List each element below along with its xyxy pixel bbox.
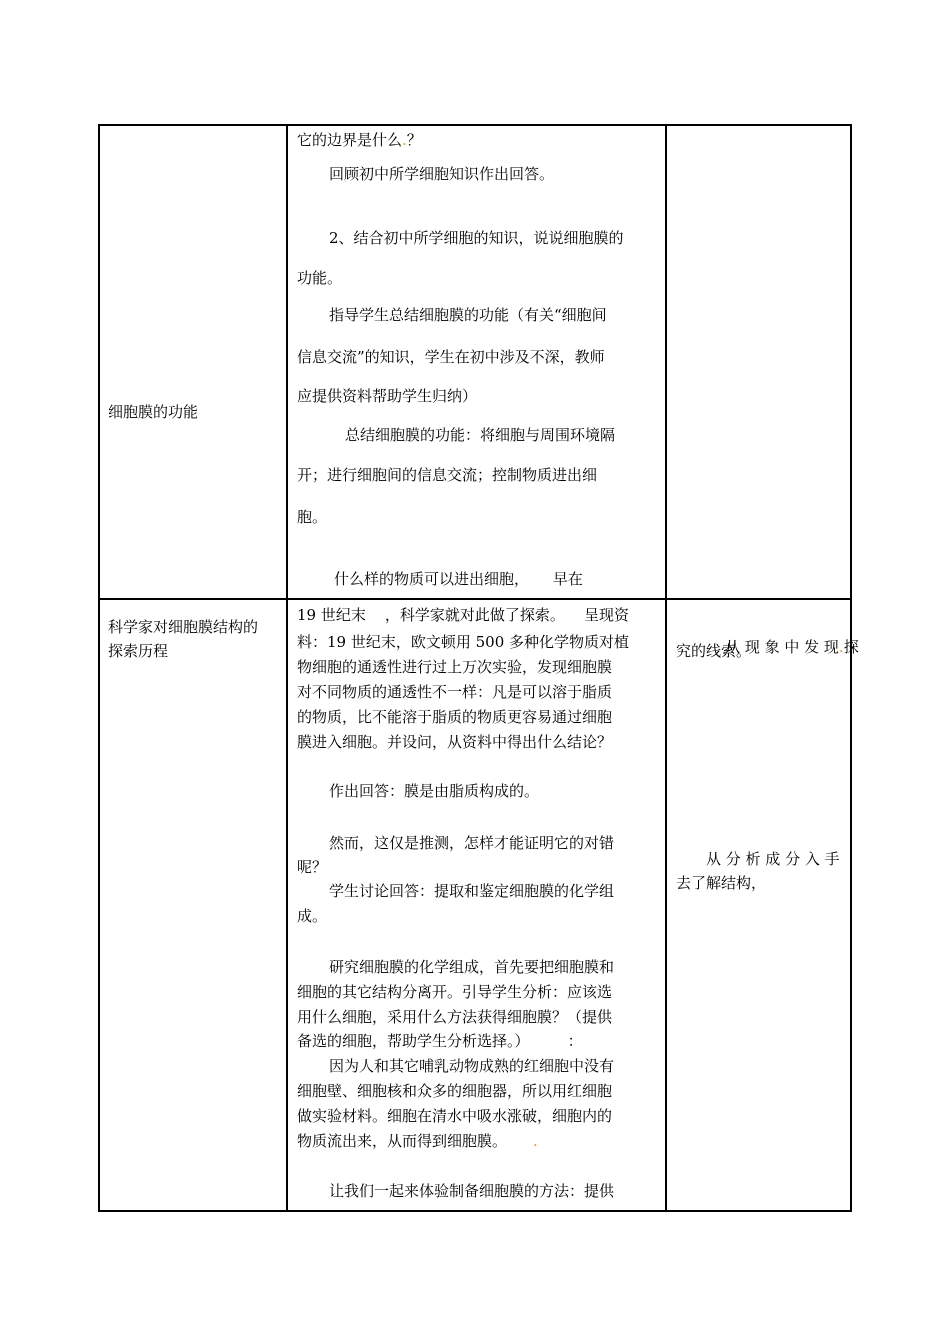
row1-line1-text-b: ？ (406, 131, 422, 149)
row2-line6: 膜进入细胞。并设问，从资料中得出什么结论？ (297, 733, 613, 751)
row1-line7: 应提供资料帮助学生归纳） (297, 387, 478, 405)
table-top-border (98, 124, 852, 126)
row1-line1 (297, 130, 422, 150)
row2-line7: 作出回答：膜是由脂质构成的。 (329, 782, 540, 800)
row1-line5: 指导学生总结细胞膜的功能（有关“细胞间 (329, 306, 607, 324)
row1-line11 (334, 569, 583, 589)
row2-line20: 让我们一起来体验制备细胞膜的方法：提供 (329, 1182, 615, 1200)
row2-line8: 然而，这仅是推测，怎样才能证明它的对错 (329, 834, 615, 852)
row1-line8: 总结细胞膜的功能：将细胞与周围环境隔 (345, 426, 616, 444)
row2-right-line3-text: 从 分 析 成 分 入 手 (706, 850, 840, 868)
row2-line19-text: 物质流出来，从而得到细胞膜。 (297, 1132, 508, 1150)
row1-line1-text-a: 它的边界是什么 (297, 131, 403, 149)
row2-left-label-line2: 探索历程 (108, 642, 169, 660)
row2-line13: 细胞的其它结构分离开。引导学生分析：应该选 (297, 983, 613, 1001)
row2-line11: 成。 (297, 907, 328, 925)
row2-line19 (297, 1131, 538, 1151)
table-bottom-border (98, 1210, 852, 1212)
row1-left-label: 细胞膜的功能 (108, 403, 199, 421)
row2-right-line1-text-a: 从 现 象 中 发 现 (725, 638, 839, 656)
row2-line9: 呢？ (297, 858, 328, 876)
row2-line12: 研究细胞膜的化学组成，首先要把细胞膜和 (329, 958, 615, 976)
row2-right-line3 (706, 849, 840, 869)
row2-line5: 的物质，比不能溶于脂质的物质更容易通过细胞 (297, 708, 613, 726)
row2-line3: 物细胞的通透性进行过上万次实验，发现细胞膜 (297, 658, 613, 676)
row2-line10: 学生讨论回答：提取和鉴定细胞膜的化学组 (329, 882, 615, 900)
row2-right-line1-dot: . (838, 638, 844, 656)
row1-line6: 信息交流”的知识，学生在初中涉及不深，教师 (297, 348, 605, 366)
row2-left-label-line1: 科学家对细胞膜结构的 (108, 618, 259, 636)
row2-line15 (297, 1031, 583, 1051)
table-left-border (98, 124, 100, 1212)
row2-line1-text: 19 世纪末 ，科学家就对此做了探索。 呈现资 (297, 606, 630, 624)
row1-line11-text: 什么样的物质可以进出细胞， 早在 (334, 570, 583, 588)
row1-line1-dot: . (402, 131, 407, 149)
row1-line10: 胞。 (297, 508, 328, 526)
row2-line14: 用什么细胞，采用什么方法获得细胞膜？（提供 (297, 1008, 613, 1026)
table-col-divider-2 (665, 124, 667, 1212)
row1-line9: 开；进行细胞间的信息交流；控制物质进出细 (297, 466, 598, 484)
table-row-divider (98, 598, 852, 600)
row1-line2: 回顾初中所学细胞知识作出回答。 (329, 165, 555, 183)
row1-line4: 功能。 (297, 269, 343, 287)
row2-line15-text: 备选的细胞，帮助学生分析选择。） ： (297, 1032, 583, 1050)
table-col-divider-1 (286, 124, 288, 1212)
row2-right-line2: 究的线索。 (676, 642, 752, 660)
row2-line16: 因为人和其它哺乳动物成熟的红细胞中没有 (329, 1057, 615, 1075)
row2-line1 (297, 605, 629, 625)
row2-line19-dot: . (533, 1132, 538, 1150)
row2-line18: 做实验材料。细胞在清水中吸水涨破，细胞内的 (297, 1107, 613, 1125)
row2-right-line1-text-b: 探 (843, 638, 859, 656)
row1-line3: 2、结合初中所学细胞的知识，说说细胞膜的 (329, 229, 624, 247)
row2-line17: 细胞壁、细胞核和众多的细胞器，所以用红细胞 (297, 1082, 613, 1100)
row2-line2: 料：19 世纪末，欧文顿用 500 多种化学物质对植 (297, 633, 630, 651)
row2-line4: 对不同物质的通透性不一样：凡是可以溶于脂质 (297, 683, 613, 701)
row2-right-line4: 去了解结构， (676, 874, 767, 892)
